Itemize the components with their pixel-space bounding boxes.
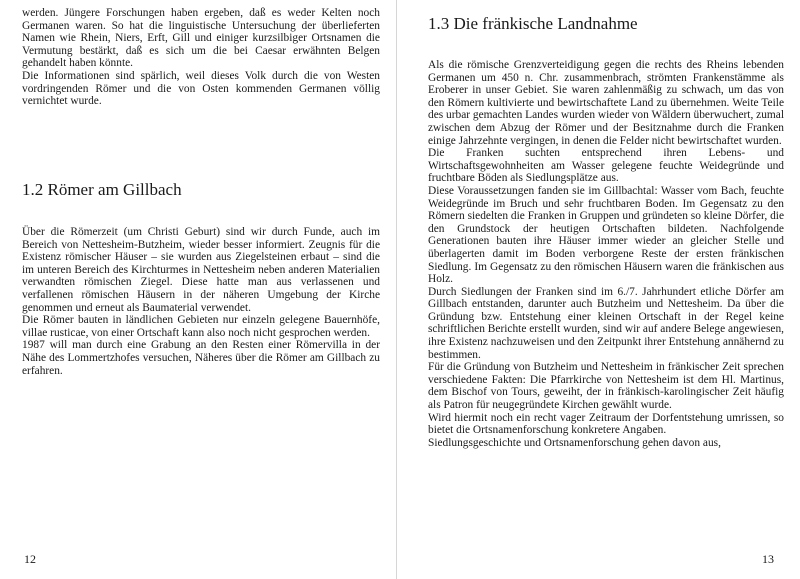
- paragraph: Siedlungsgeschichte und Ortsnamenforschung gehen davon aus,: [428, 436, 721, 449]
- paragraph: Die Franken suchten entsprechend ihren Lebens- und Wirtschaftsgewohnheiten am Wasser gelegene feuchte Weidegründe und fruchtbare Böden als Siedlungsplätze aus.: [428, 147, 784, 185]
- paragraph: Die Informationen sind spärlich, weil dieses Volk durch die von Westen vordringenden Römer und die von Osten kommenden Germanen völlig vernichtet wurde.: [22, 69, 380, 108]
- page-number: 13: [762, 552, 774, 566]
- left-section-body: [22, 226, 380, 377]
- right-page: [400, 0, 800, 579]
- left-page: [0, 0, 393, 579]
- page-number: 12: [24, 552, 36, 566]
- paragraph: Als die römische Grenzverteidigung gegen die rechts des Rheins lebenden Germanen um 450 n. Chr. zusammenbrach, strömten Frankenstämme als Eroberer in unser Gebiet. Sie waren zahlenmäßig zu schwach, um das von den Römern kultivierte und bewirtschaftete Land zu übernehmen. Weite Teile des urbar gemachten Landes wurden wieder von Wäldern überwuchert, zumal zwischen dem Abzug der Römer und der Besitznahme durch die Franken einige Jahrzehnte vergingen, in denen die Felder nicht bewirtschaftet wurden.: [428, 59, 784, 147]
- left-intro-text: [22, 7, 380, 108]
- paragraph: werden. Jüngere Forschungen haben ergeben, daß es weder Kelten noch Germanen waren. So hat die linguistische Untersuchung der überlieferten Namen wie Rhein, Niers, Erft, Gill und einiger kurzsilbiger Ortsnamen die Vermutung bestärkt, daß es sich um die bei Caesar erwähnten Belgen gehandelt haben könnte.: [22, 7, 380, 70]
- page-gutter: [396, 0, 397, 579]
- paragraph: Die Römer bauten in ländlichen Gebieten nur einzeln gelegene Bauernhöfe, villae rusticae, von einer Ortschaft kann also noch nicht gesprochen werden.: [22, 314, 380, 339]
- right-section-body: [428, 59, 784, 449]
- section-heading-landnahme: 1.3 Die fränkische Landnahme: [428, 14, 638, 33]
- paragraph: Für die Gründung von Butzheim und Nettesheim in fränkischer Zeit sprechen verschiedene Fakten: Die Pfarrkirche von Nettesheim ist dem Hl. Martinus, dem Bischof von Tours, geweiht, der in fränkisch-karolingischer Zeit häufig als Patron für neugegründete Kirchen gewählt wurde.: [428, 361, 784, 412]
- paragraph: Wird hiermit noch ein recht vager Zeitraum der Dorfentstehung umrissen, so bietet die Ortsnamenforschung konkretere Angaben.: [428, 411, 784, 437]
- paragraph: Durch Siedlungen der Franken sind im 6./7. Jahrhundert etliche Dörfer am Gillbach entstanden, darunter auch Butzheim und Nettesheim. Da über die Gründung bzw. Entstehung einer kleinen Ortschaft in der Regel keine schriftlichen Berichte erstellt wurden, sind wir auf andere Belege angewiesen, ihre Existenz nachzuweisen und den Zeitpunkt ihrer Entstehung annähernd zu bestimmen.: [428, 285, 784, 361]
- paragraph: Diese Voraussetzungen fanden sie im Gillbachtal: Wasser vom Bach, feuchte Weidegründe im Bruch und sehr fruchtbaren Boden. Im Gegensatz zu den Römern siedelten die Franken in Gruppen und gründeten so kleine Dörfer, die den Grundstock der heutigen Ortschaften bildeten. Nachfolgende Generationen bauten ihre Häuser immer wieder an gleicher Stelle und überlagerten damit im Boden verborgene Reste der ersten fränkischen Siedlung. Im Gegensatz zu den römischen Häusern waren die fränkischen aus Holz.: [428, 184, 784, 286]
- section-heading-romer: 1.2 Römer am Gillbach: [22, 180, 182, 199]
- paragraph: Über die Römerzeit (um Christi Geburt) sind wir durch Funde, auch im Bereich von Nettesheim-Butzheim, wieder besser informiert. Zeugnis für die Existenz römischer Häuser – sie wurden aus Ziegelsteinen erbaut – sind die im unteren Bereich des Kirchturmes in Nettesheim neben anderen Materialien verwandten römischen Ziegel. Diese hatte man aus verlassenen und verfallenen römischen Häusern in der näheren Umgebung der Kirche genommen und erneut als Baumaterial verwendet.: [22, 226, 380, 314]
- paragraph: 1987 will man durch eine Grabung an den Resten einer Römervilla in der Nähe des Lommertzhofes versuchen, Näheres über die Römer am Gillbach zu erfahren.: [22, 339, 380, 377]
